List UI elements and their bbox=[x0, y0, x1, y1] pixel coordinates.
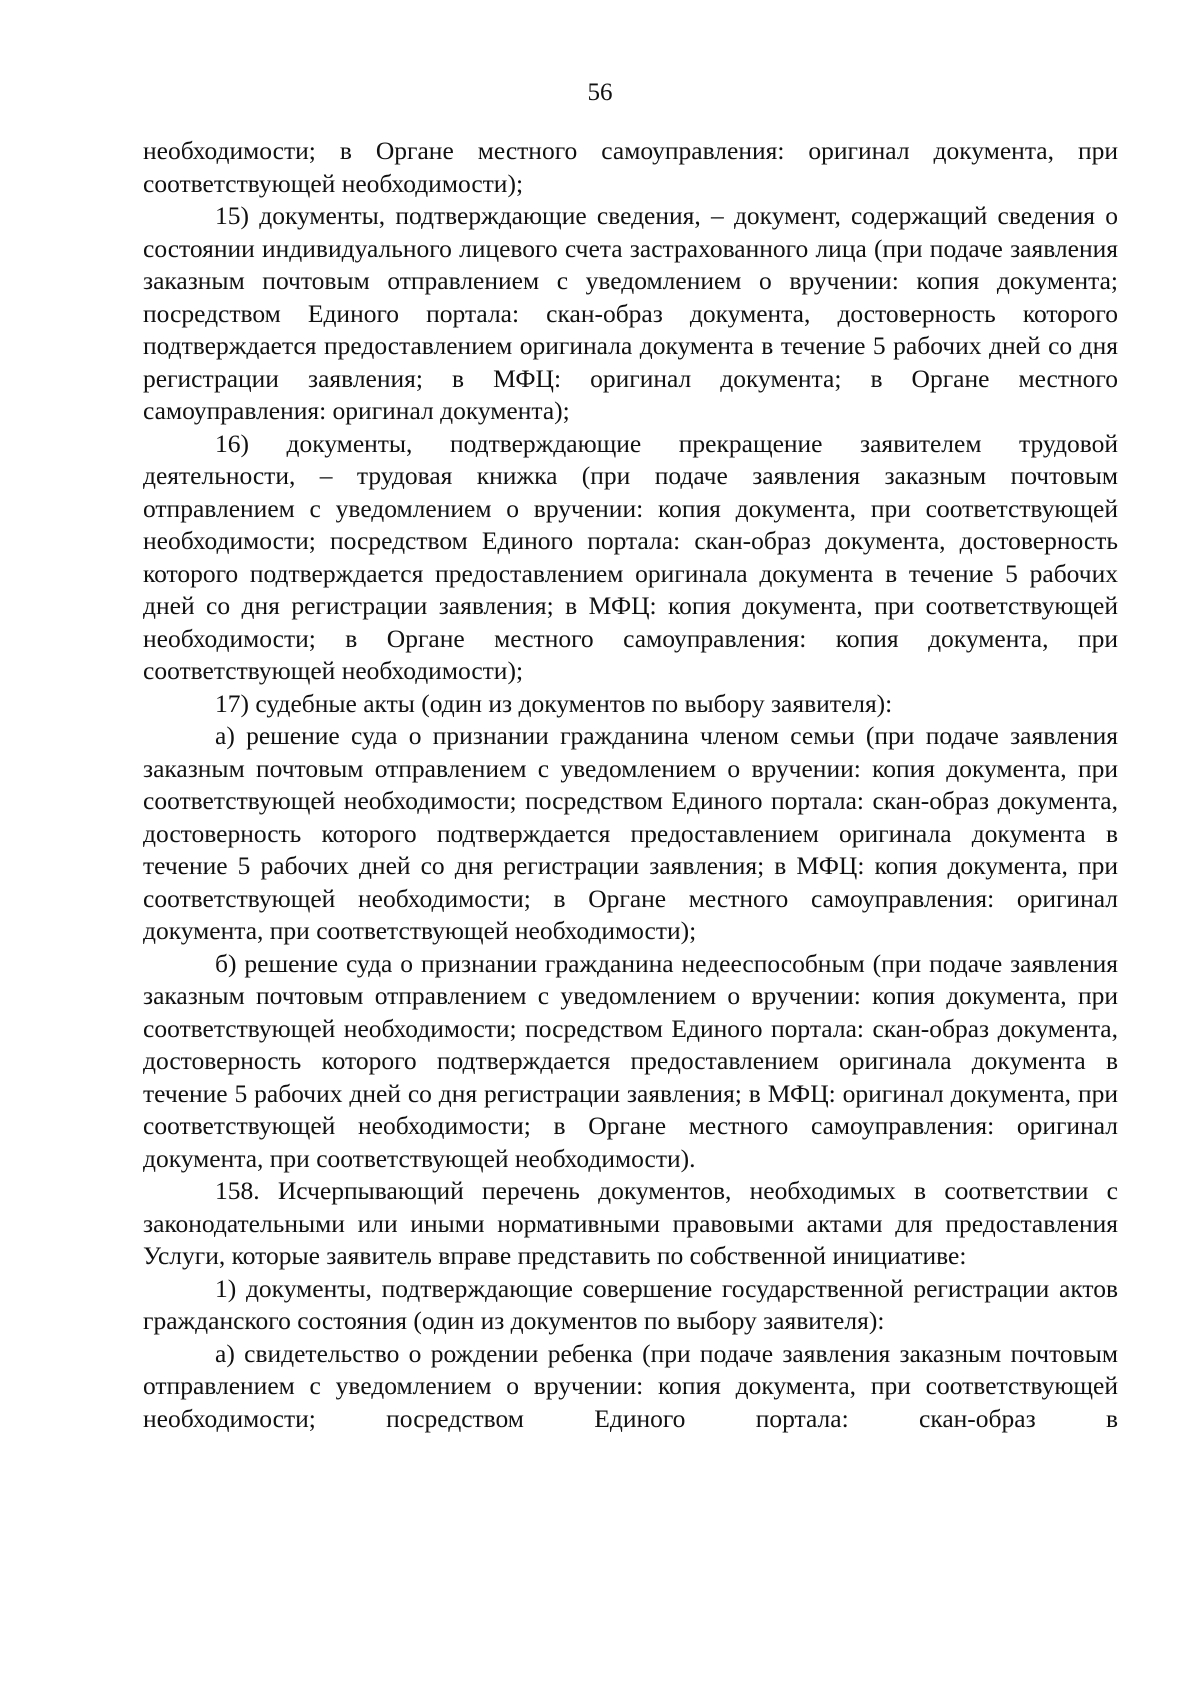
page-number: 56 bbox=[587, 79, 613, 106]
paragraph-item-16: 16) документы, подтверждающие прекращение заявителем трудовой деятельности, – трудовая книжка (при подаче заявления заказным почтовым отправлением с уведомлением о вручении: копия документа, при соответствующей необходимости; посредством Единого портала: скан-образ документа, достоверность которого подтверждается предоставлением оригинала документа в течение 5 рабочих дней со дня регистрации заявления; в МФЦ: копия документа, при соответствующей необходимости; в Органе местного самоуправления: копия документа, при соответствующей необходимости); bbox=[143, 428, 1118, 685]
paragraph-continuation: необходимости; в Органе местного самоуправления: оригинал документа, при соответствующей необходимости); bbox=[143, 136, 1118, 198]
paragraph-item-15: 15) документы, подтверждающие сведения, – документ, содержащий сведения о состоянии индивидуального лицевого счета застрахованного лица (при подаче заявления заказным почтовым отправлением с уведомлением о вручении: копия документа; посредством Единого портала: скан-образ документа, достоверность которого подтверждается предоставлением оригинала документа в течение 5 рабочих дней со дня регистрации заявления; в МФЦ: оригинал документа; в Органе местного самоуправления: оригинал документа); bbox=[143, 201, 1118, 425]
paragraph-item-17a: а) решение суда о признании гражданина членом семьи (при подаче заявления заказным почтовым отправлением с уведомлением о вручении: копия документа, при соответствующей необходимости; посредством Единого портала: скан-образ документа, достоверность которого подтверждается предоставлением оригинала документа в течение 5 рабочих дней со дня регистрации заявления; в МФЦ: копия документа, при соответствующей необходимости; в Органе местного самоуправления: оригинал документа, при соответствующей необходимости); bbox=[143, 721, 1118, 945]
paragraph-item-158-1: 1) документы, подтверждающие совершение государственной регистрации актов гражданского состояния (один из документов по выбору заявителя): bbox=[143, 1273, 1118, 1335]
paragraph-section-158: 158. Исчерпывающий перечень документов, необходимых в соответствии с законодательными или иными нормативными правовыми актами для предоставления Услуги, которые заявитель вправе представить по собственной инициативе: bbox=[143, 1176, 1118, 1270]
paragraph-item-17b: б) решение суда о признании гражданина недееспособным (при подаче заявления заказным почтовым отправлением с уведомлением о вручении: копия документа, при соответствующей необходимости; посредством Единого портала: скан-образ документа, достоверность которого подтверждается предоставлением оригинала документа в течение 5 рабочих дней со дня регистрации заявления; в МФЦ: оригинал документа, при соответствующей необходимости; в Органе местного самоуправления: оригинал документа, при соответствующей необходимости). bbox=[143, 948, 1118, 1173]
paragraph-item-17: 17) судебные акты (один из документов по выбору заявителя): bbox=[215, 688, 893, 718]
paragraph-item-158-1a: а) свидетельство о рождении ребенка (при подаче заявления заказным почтовым отправлением с уведомлением о вручении: копия документа, при соответствующей необходимости; посредством Единого портала: скан-образ в bbox=[143, 1338, 1118, 1433]
document-body bbox=[143, 135, 1118, 1435]
